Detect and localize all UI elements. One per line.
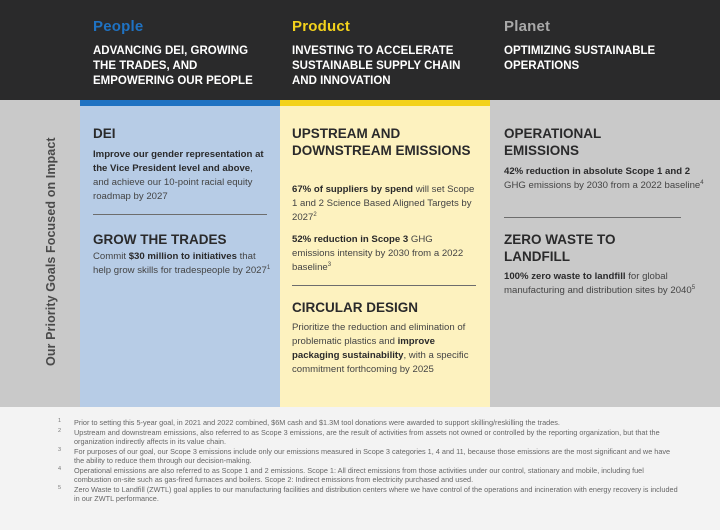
zero-waste-title: ZERO WASTE TO LANDFILL [504,232,616,264]
circular-design-title: CIRCULAR DESIGN [292,300,419,315]
footnote-text: Upstream and downstream emissions, also referred to as Scope 3 emissions, are the result of activities from assets not owned or controlled by the reporting organization, but that the organization indirectly affects in its value chain. [74,427,660,446]
footnote-ref: 2 [313,211,317,218]
side-label-panel [0,100,80,407]
dei-body-text: , and achieve our 10-point racial equity roadmap by 2027 [93,163,253,202]
product-accent-bar [280,100,490,106]
operational-emissions-text: GHG emissions by 2030 from a 2022 baseline [504,180,701,191]
footnote-text: Prior to setting this 5-year goal, in 2021 and 2022 combined, $6M cash and $1.3M tool donations were awarded to support skilling/reskilling the trades. [74,418,560,427]
planet-pillar-title: Planet [504,18,551,35]
operational-emissions-title: OPERATIONAL EMISSIONS [504,126,602,158]
footnote [0,447,720,466]
dei-body [93,148,271,204]
people-pillar-subtitle: ADVANCING DEI, GROWING THE TRADES, AND EMPOWERING OUR PEOPLE [93,45,253,87]
upstream-suppliers-body [292,183,482,225]
upstream-suppliers-text: will set Scope 1 and 2 Science Based Aligned Targets by 2027 [292,184,475,223]
zero-waste-body [504,270,704,298]
grow-trades-body-text: that help grow skills for tradespeople by 2027 [93,251,267,276]
footnote [0,485,720,504]
zero-waste-emphasis: 100% zero waste to landfill [504,271,626,282]
footnote [0,418,720,428]
product-header [292,18,482,89]
footnote-ref: 5 [691,284,696,291]
planet-header [504,18,704,74]
footnote-ref: 3 [327,261,332,268]
footnote-number: 5 [58,484,62,491]
footnote-text: Operational emissions are also referred to as Scope 1 and 2 emissions. Scope 1: All direct emissions from those activities under our control, stationary and mobile, including fuel combustion on-site such as gas-fired furnaces and boilers. Scope 2: Indirect emissions from electricity purchased and used. [74,465,644,484]
people-column [80,100,280,407]
zero-waste-text: for global manufacturing and distribution sites by 2040 [504,271,692,296]
footnote-ref: 4 [700,179,704,186]
footnote-text: For purposes of our goal, our Scope 3 emissions include only our emissions measured in Scope 3 categories 1, 4 and 11, because those emissions are the most significant and we have the ability to reduce them through our decision-making. [74,446,671,465]
footnote-text: Zero Waste to Landfill (ZWTL) goal applies to our manufacturing facilities and distribution centers where we have control of the operations and incineration with energy recovery is included in our ZWTL performance. [74,484,678,503]
upstream-scope3-body [292,233,477,275]
circular-design-emphasis: improve packaging sustainability [292,336,435,361]
product-pillar-title: Product [292,18,351,35]
planet-pillar-subtitle: OPTIMIZING SUSTAINABLE OPERATIONS [504,45,656,72]
upstream-scope3-text: GHG emissions intensity by 2030 from a 2022 baseline [292,234,464,273]
footnote-ref: 1 [266,264,271,271]
footnote-number: 4 [58,465,62,472]
operational-emissions-body [504,165,704,193]
people-pillar-title: People [93,18,144,35]
upstream-suppliers-emphasis: 67% of suppliers by spend [292,184,414,195]
people-accent-bar [80,100,280,106]
product-column [280,100,490,407]
upstream-emissions-title: UPSTREAM AND DOWNSTREAM EMISSIONS [292,126,471,158]
operational-emissions-emphasis: 42% reduction in absolute Scope 1 and 2 [504,166,691,177]
divider [93,214,267,215]
product-pillar-subtitle: INVESTING TO ACCELERATE SUSTAINABLE SUPPLY CHAIN AND INNOVATION [292,45,461,87]
divider [292,285,476,286]
footnote-number: 3 [58,446,62,453]
grow-trades-body-lead: Commit [93,251,129,262]
circular-design-body [292,321,484,377]
people-header [93,18,273,89]
grow-trades-body-emphasis: $30 million to initiatives [128,251,237,262]
circular-design-text: , with a specific commitment forthcoming by 2025 [292,350,469,375]
divider [504,217,681,218]
circular-design-lead: Prioritize the reduction and elimination of problematic plastics and [292,322,466,347]
footnote-number: 1 [58,418,62,424]
side-label: Our Priority Goals Focused on Impact [44,137,58,366]
header-band [0,0,720,100]
grow-trades-body [93,250,271,278]
footnote-number: 2 [58,427,62,434]
footnote [0,466,720,485]
planet-column [490,100,720,407]
dei-title: DEI [93,126,116,141]
footnote [0,428,720,447]
dei-body-emphasis: Improve our gender representation at the Vice President level and above [93,149,264,174]
upstream-scope3-emphasis: 52% reduction in Scope 3 [292,234,409,245]
footnotes [0,407,720,530]
grow-trades-title: GROW THE TRADES [93,232,227,247]
